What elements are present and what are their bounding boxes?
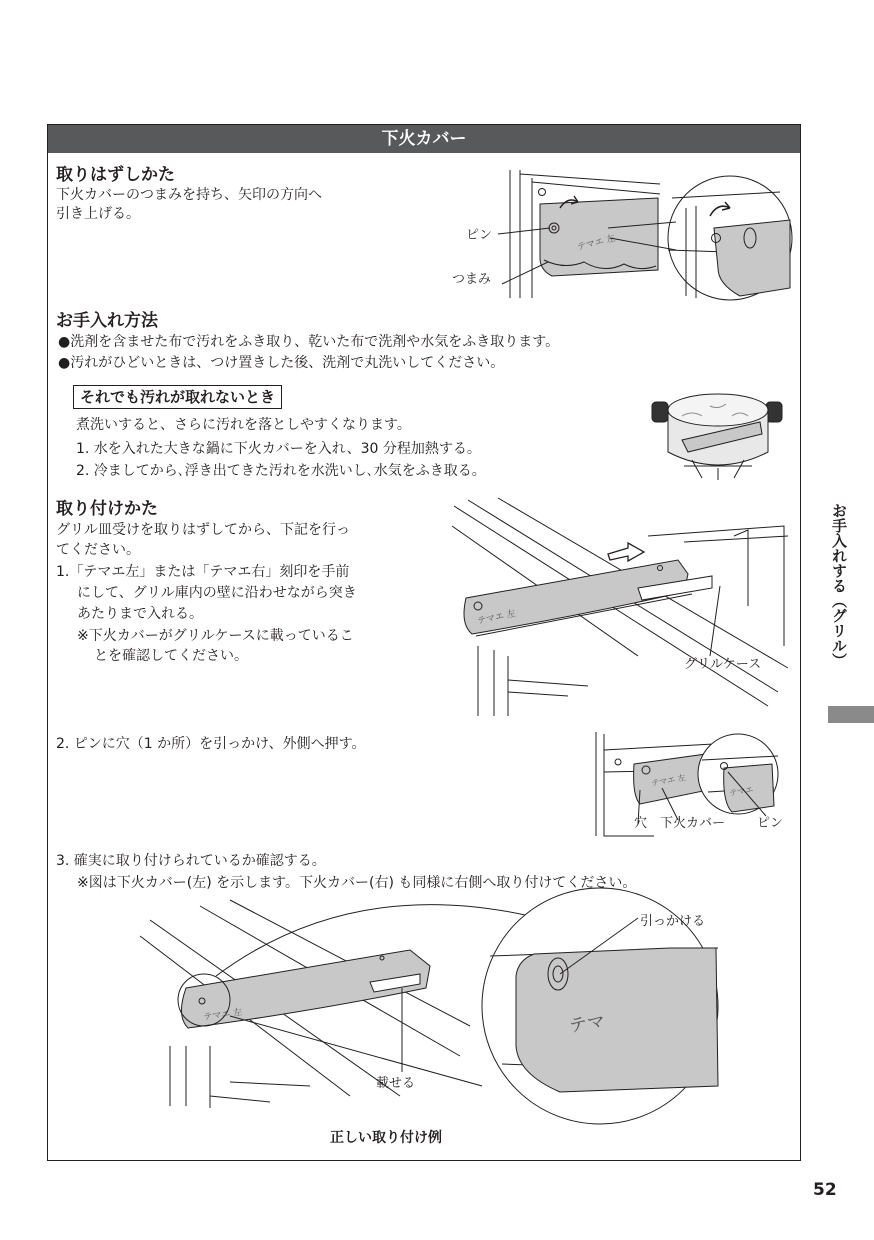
page-number: 52 — [813, 1180, 837, 1200]
remove-illustration — [440, 158, 795, 300]
care-heading: お手入れ方法 — [56, 311, 158, 331]
insert-cover-illustration — [448, 496, 794, 720]
section-title: 下火カバー — [48, 125, 800, 153]
boil-step-2: 2. 冷ましてから､浮き出てきた汚れを水洗いし､水気をふき取る。 — [76, 463, 486, 479]
svg-text:テマ: テマ — [567, 1011, 607, 1037]
stubborn-stain-intro: 煮洗いすると、さらに汚れを落としやすくなります。 — [76, 417, 411, 433]
svg-text:テマエ 左: テマエ 左 — [476, 609, 517, 627]
cover-label: 下火カバー — [660, 816, 726, 831]
chapter-side-label: お手入れする（グリル） — [830, 503, 848, 668]
stubborn-stain-box-title: それでも汚れが取れないとき — [73, 385, 282, 409]
remove-pin-label: ピン — [466, 228, 493, 243]
hole-label: 穴 — [634, 816, 648, 831]
attach-step1-line1: 1.「テマエ左」または「テマエ右」刻印を手前 — [56, 564, 350, 580]
remove-heading: 取りはずしかた — [56, 165, 175, 185]
attach-step1-note-1: ※下火カバーがグリルケースに載っているこ — [77, 628, 354, 644]
attach-intro-2: てください。 — [56, 542, 140, 558]
illustration-caption: 正しい取り付け例 — [330, 1130, 442, 1146]
attach-step3-note: ※図は下火カバー(左) を示します。下火カバー(右) も同様に右側へ取り付けてください。 — [77, 875, 637, 891]
attach-intro-1: グリル皿受けを取りはずしてから、下記を行っ — [56, 522, 350, 538]
chapter-side-tab — [828, 706, 874, 723]
remove-line-2: 引き上げる。 — [56, 206, 140, 222]
attach-step3: 3. 確実に取り付けられているか確認する。 — [56, 853, 326, 869]
care-bullet-1: ●洗剤を含ませた布で汚れをふき取り、乾いた布で洗剤や水気をふき取ります。 — [58, 334, 560, 350]
hook-label: 引っかける — [640, 914, 706, 929]
attach-step1-line3: あたりまで入れる。 — [77, 606, 203, 622]
boil-step-1: 1. 水を入れた大きな鍋に下火カバーを入れ、30 分程加熱する。 — [76, 441, 481, 457]
correct-installation-illustration — [130, 896, 770, 1128]
boiling-pot-illustration — [648, 386, 788, 482]
svg-text:テマエ: テマエ — [728, 784, 754, 798]
grill-case-label: グリルケース — [684, 657, 762, 672]
remove-line-1: 下火カバーのつまみを持ち、矢印の方向へ — [56, 187, 322, 203]
svg-text:テマエ 左: テマエ 左 — [203, 1007, 243, 1023]
svg-text:テマエ 左: テマエ 左 — [650, 773, 687, 788]
attach-heading: 取り付けかた — [56, 499, 158, 519]
attach-step1-line2: にして、グリル庫内の壁に沿わせながら突き — [77, 585, 357, 601]
attach-step2: 2. ピンに穴（1 か所）を引っかけ、外側へ押す。 — [56, 736, 366, 752]
attach-step1-note-2: とを確認してください。 — [94, 648, 248, 664]
remove-knob-label: つまみ — [452, 272, 492, 287]
care-bullet-2: ●汚れがひどいときは、つけ置きした後、洗剤で丸洗いしてください。 — [58, 355, 505, 371]
svg-text:テマエ 左: テマエ 左 — [576, 233, 617, 253]
rest-label: 載せる — [376, 1076, 416, 1091]
pin-label: ピン — [757, 816, 784, 831]
